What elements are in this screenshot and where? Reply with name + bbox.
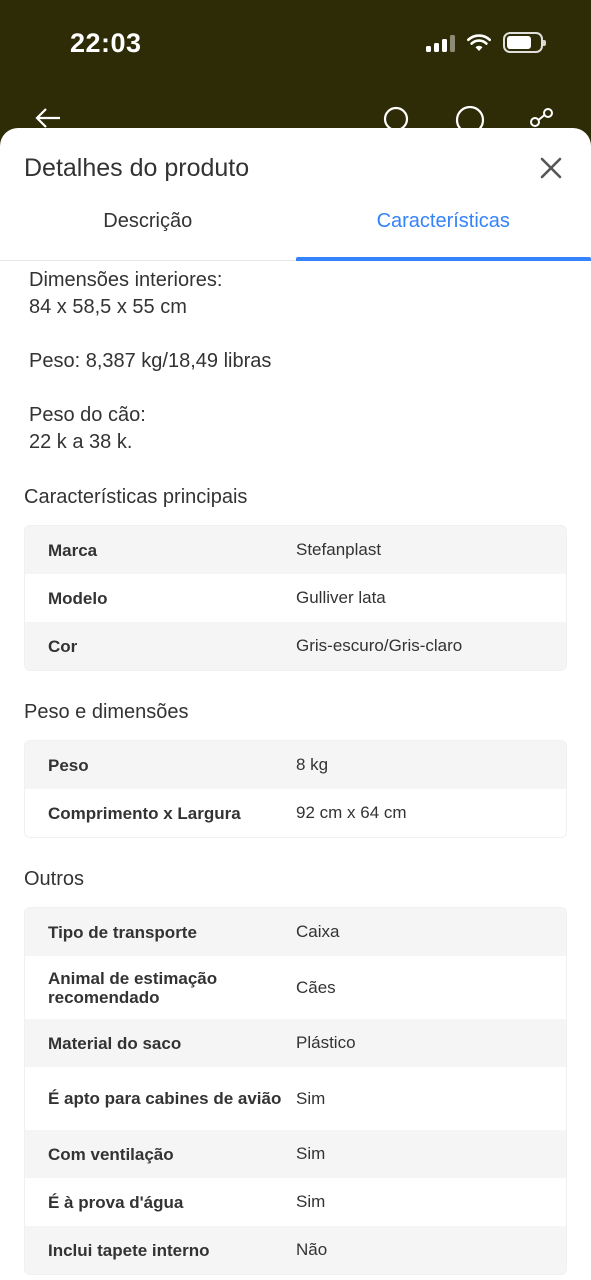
spec-key: Marca [48,540,98,560]
description-text [24,261,567,456]
spec-value: Plástico [296,1033,356,1052]
table-row [25,741,566,789]
spec-table-main [24,525,567,671]
spec-table-weight [24,740,567,838]
spec-value: 8 kg [296,755,329,774]
spec-key: É apto para cabines de avião [48,1089,282,1108]
spec-key: Cor [48,636,78,656]
battery-icon [503,32,543,53]
table-row [25,526,566,574]
spec-value: Caixa [296,922,340,941]
spec-key: É à prova d'água [48,1192,184,1212]
status-time: 22:03 [70,28,142,58]
spec-key: Inclui tapete interno [48,1240,210,1260]
spec-key: Animal de estimação recomendado [48,968,218,1007]
search-icon[interactable] [383,106,411,130]
share-icon[interactable] [528,106,556,130]
product-details-sheet [0,128,591,1280]
table-row [25,956,566,1019]
spec-key: Comprimento x Largura [48,803,241,823]
status-icons [426,32,543,53]
description-paragraph: Peso do cão: 22 k a 38 k. [29,404,146,453]
spec-value: Stefanplast [296,540,382,559]
sheet-title: Detalhes do produto [24,154,250,182]
status-bar [0,0,591,90]
table-row [25,1226,566,1274]
tab-descricao[interactable]: Descrição [103,210,193,232]
spec-value: Não [296,1240,328,1259]
table-row [25,789,566,837]
tabs [0,200,591,261]
table-row [25,1067,566,1130]
spec-key: Com ventilação [48,1144,174,1164]
back-arrow-icon[interactable] [34,106,62,130]
spec-value: Cães [296,977,336,997]
active-tab-indicator [296,257,591,261]
spec-value: Gris-escuro/Gris-claro [296,636,463,655]
section-title-others: Outros [24,868,85,890]
description-paragraph: Peso: 8,387 kg/18,49 libras [29,350,272,372]
section-title-main: Características principais [24,486,248,508]
table-row [25,908,566,956]
tab-caracteristicas[interactable]: Características [376,210,510,232]
whatsapp-icon[interactable] [455,106,485,130]
table-row [25,1130,566,1178]
spec-key: Material do saco [48,1033,182,1053]
sheet-header [0,128,591,200]
characteristics-content [0,261,591,1275]
wifi-icon [467,34,491,52]
section-title-weight: Peso e dimensões [24,701,189,723]
spec-value: Sim [296,1144,326,1163]
spec-value: Gulliver lata [296,588,386,607]
table-row [25,1019,566,1067]
spec-value: 92 cm x 64 cm [296,803,407,822]
signal-icon [426,34,455,52]
description-paragraph: Dimensões interiores: 84 x 58,5 x 55 cm [29,269,223,318]
close-icon[interactable] [539,156,563,180]
table-row [25,574,566,622]
spec-value: Sim [296,1192,326,1211]
app-bar [0,90,591,130]
spec-key: Peso [48,755,89,775]
spec-key: Tipo de transporte [48,922,197,942]
table-row [25,622,566,670]
spec-table-others [24,907,567,1275]
table-row [25,1178,566,1226]
spec-value: Sim [296,1088,326,1108]
spec-key: Modelo [48,588,108,608]
